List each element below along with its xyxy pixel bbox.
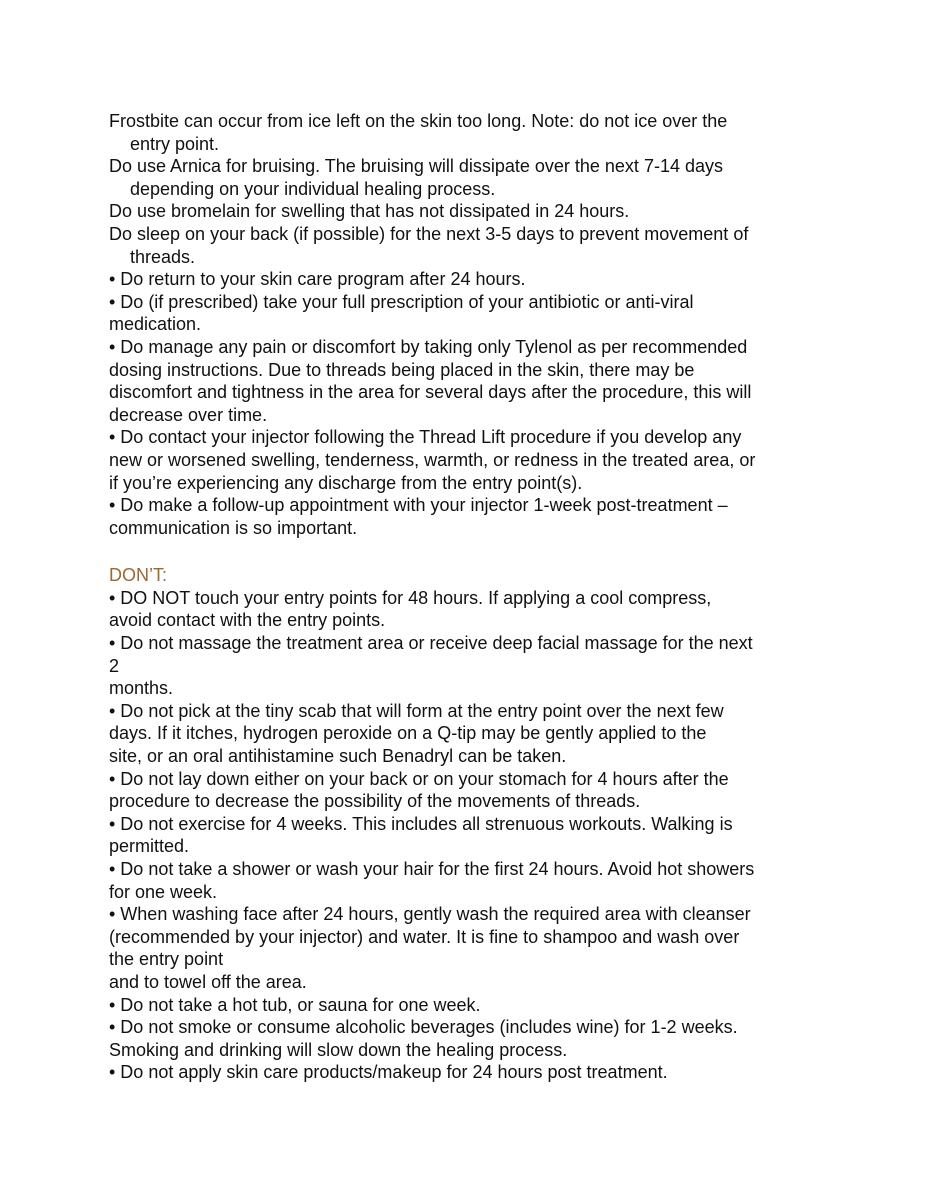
text-line: • Do not massage the treatment area or receive deep facial massage for the next: [109, 633, 753, 654]
text-line: threads.: [130, 246, 196, 267]
text-line: • Do not smoke or consume alcoholic beverages (includes wine) for 1-2 weeks.: [109, 1017, 738, 1038]
text-line: • Do make a follow-up appointment with your injector 1-week post-treatment –: [109, 495, 728, 516]
text-line: • Do not lay down either on your back or on your stomach for 4 hours after the: [109, 768, 729, 789]
text-line: for one week.: [109, 881, 218, 902]
text-line: • Do contact your injector following the Thread Lift procedure if you develop any: [109, 427, 742, 448]
text-line: • Do (if prescribed) take your full prescription of your antibiotic or anti-viral: [109, 291, 694, 312]
text-line: • Do not apply skin care products/makeup for 24 hours post treatment.: [109, 1062, 668, 1083]
text-line: and to towel off the area.: [109, 971, 307, 992]
dont-heading: DON’T:: [109, 565, 167, 586]
section-gap: [109, 539, 829, 564]
text-line: entry point.: [130, 133, 220, 154]
text-line: Do use Arnica for bruising. The bruising will dissipate over the next 7-14 days: [109, 156, 723, 177]
document-page: [109, 110, 829, 1084]
dont-section: [109, 587, 829, 1084]
text-line: • When washing face after 24 hours, gently wash the required area with cleanser: [109, 904, 751, 925]
text-line: • Do not pick at the tiny scab that will form at the entry point over the next few: [109, 700, 724, 721]
text-line: months.: [109, 678, 174, 699]
do-section: [109, 110, 829, 539]
text-line: depending on your individual healing process.: [130, 178, 496, 199]
text-line: medication.: [109, 314, 202, 335]
text-line: permitted.: [109, 836, 190, 857]
text-line: procedure to decrease the possibility of the movements of threads.: [109, 791, 641, 812]
text-line: site, or an oral antihistamine such Benadryl can be taken.: [109, 746, 567, 767]
text-line: • DO NOT touch your entry points for 48 hours. If applying a cool compress,: [109, 587, 712, 608]
text-line: • Do not exercise for 4 weeks. This includes all strenuous workouts. Walking is: [109, 813, 733, 834]
text-line: new or worsened swelling, tenderness, warmth, or redness in the treated area, or: [109, 449, 756, 470]
text-line: the entry point: [109, 949, 224, 970]
text-line: • Do return to your skin care program after 24 hours.: [109, 269, 526, 290]
text-line: avoid contact with the entry points.: [109, 610, 386, 631]
text-line: if you’re experiencing any discharge from the entry point(s).: [109, 472, 583, 493]
text-line: Do sleep on your back (if possible) for the next 3-5 days to prevent movement of: [109, 223, 749, 244]
text-line: • Do not take a shower or wash your hair for the first 24 hours. Avoid hot showers: [109, 859, 755, 879]
text-line: Do use bromelain for swelling that has not dissipated in 24 hours.: [109, 201, 630, 222]
text-line: decrease over time.: [109, 404, 268, 425]
text-line: • Do not take a hot tub, or sauna for one week.: [109, 994, 481, 1015]
text-line: 2: [109, 655, 120, 676]
text-line: • Do manage any pain or discomfort by taking only Tylenol as per recommended: [109, 336, 748, 357]
text-line: communication is so important.: [109, 517, 358, 538]
text-line: Smoking and drinking will slow down the healing process.: [109, 1039, 568, 1060]
text-line: dosing instructions. Due to threads being placed in the skin, there may be: [109, 359, 695, 380]
text-line: discomfort and tightness in the area for several days after the procedure, this will: [109, 382, 752, 403]
text-line: (recommended by your injector) and water. It is fine to shampoo and wash over: [109, 926, 740, 947]
text-line: Frostbite can occur from ice left on the skin too long. Note: do not ice over the: [109, 111, 728, 131]
text-line: days. If it itches, hydrogen peroxide on a Q-tip may be gently applied to the: [109, 723, 707, 744]
